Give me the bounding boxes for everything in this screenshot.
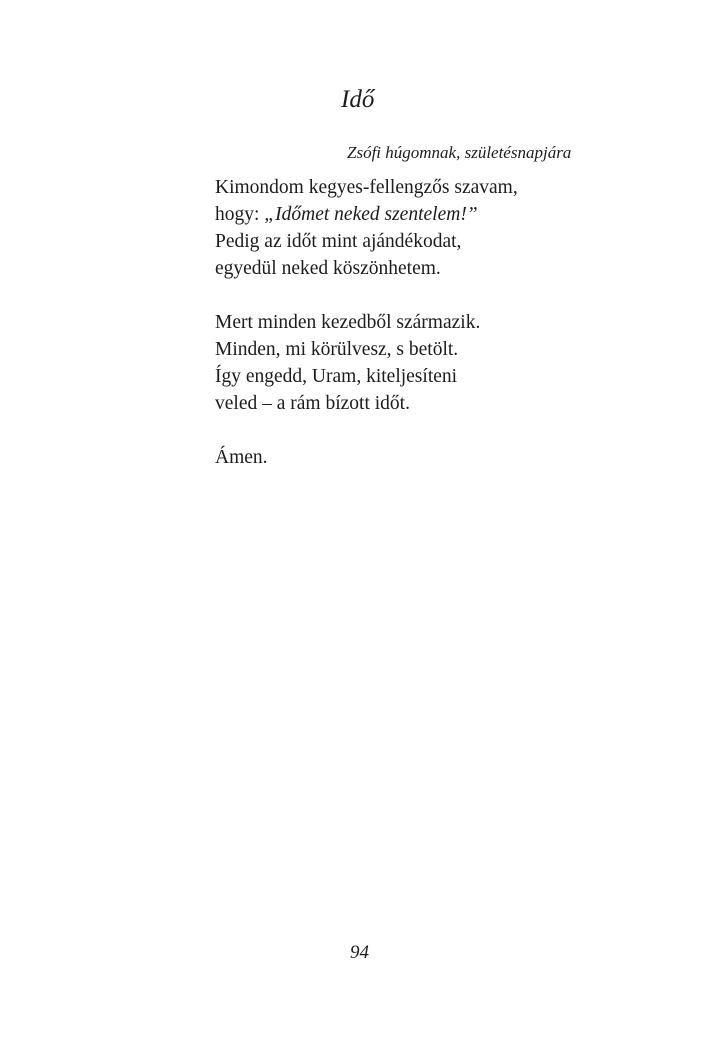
stanza-3 bbox=[215, 444, 518, 471]
poem-line: Így engedd, Uram, kiteljesíteni bbox=[215, 366, 458, 387]
poem-quote: „Időmet neked szentelem!” bbox=[264, 204, 478, 225]
poem-line bbox=[215, 201, 518, 228]
poem-line: Ámen. bbox=[215, 447, 268, 468]
poem-title: Idő bbox=[341, 86, 375, 113]
poem-line: egyedül neked köszönhetem. bbox=[215, 258, 441, 279]
stanza-1 bbox=[215, 174, 518, 282]
poem-body bbox=[215, 174, 518, 498]
poem-line: Pedig az időt mint ajándékodat, bbox=[215, 231, 462, 252]
poem-line: Mert minden kezedből származik. bbox=[215, 312, 481, 333]
stanza-2 bbox=[215, 309, 518, 417]
page-number: 94 bbox=[350, 942, 369, 963]
poem-line: veled – a rám bízott időt. bbox=[215, 393, 410, 414]
poem-line-prefix: hogy: bbox=[215, 204, 265, 225]
poem-line: Kimondom kegyes-fellengzős szavam, bbox=[215, 177, 518, 198]
poem-dedication: Zsófi húgomnak, születésnapjára bbox=[347, 143, 572, 162]
poem-line: Minden, mi körülvesz, s betölt. bbox=[215, 339, 459, 360]
